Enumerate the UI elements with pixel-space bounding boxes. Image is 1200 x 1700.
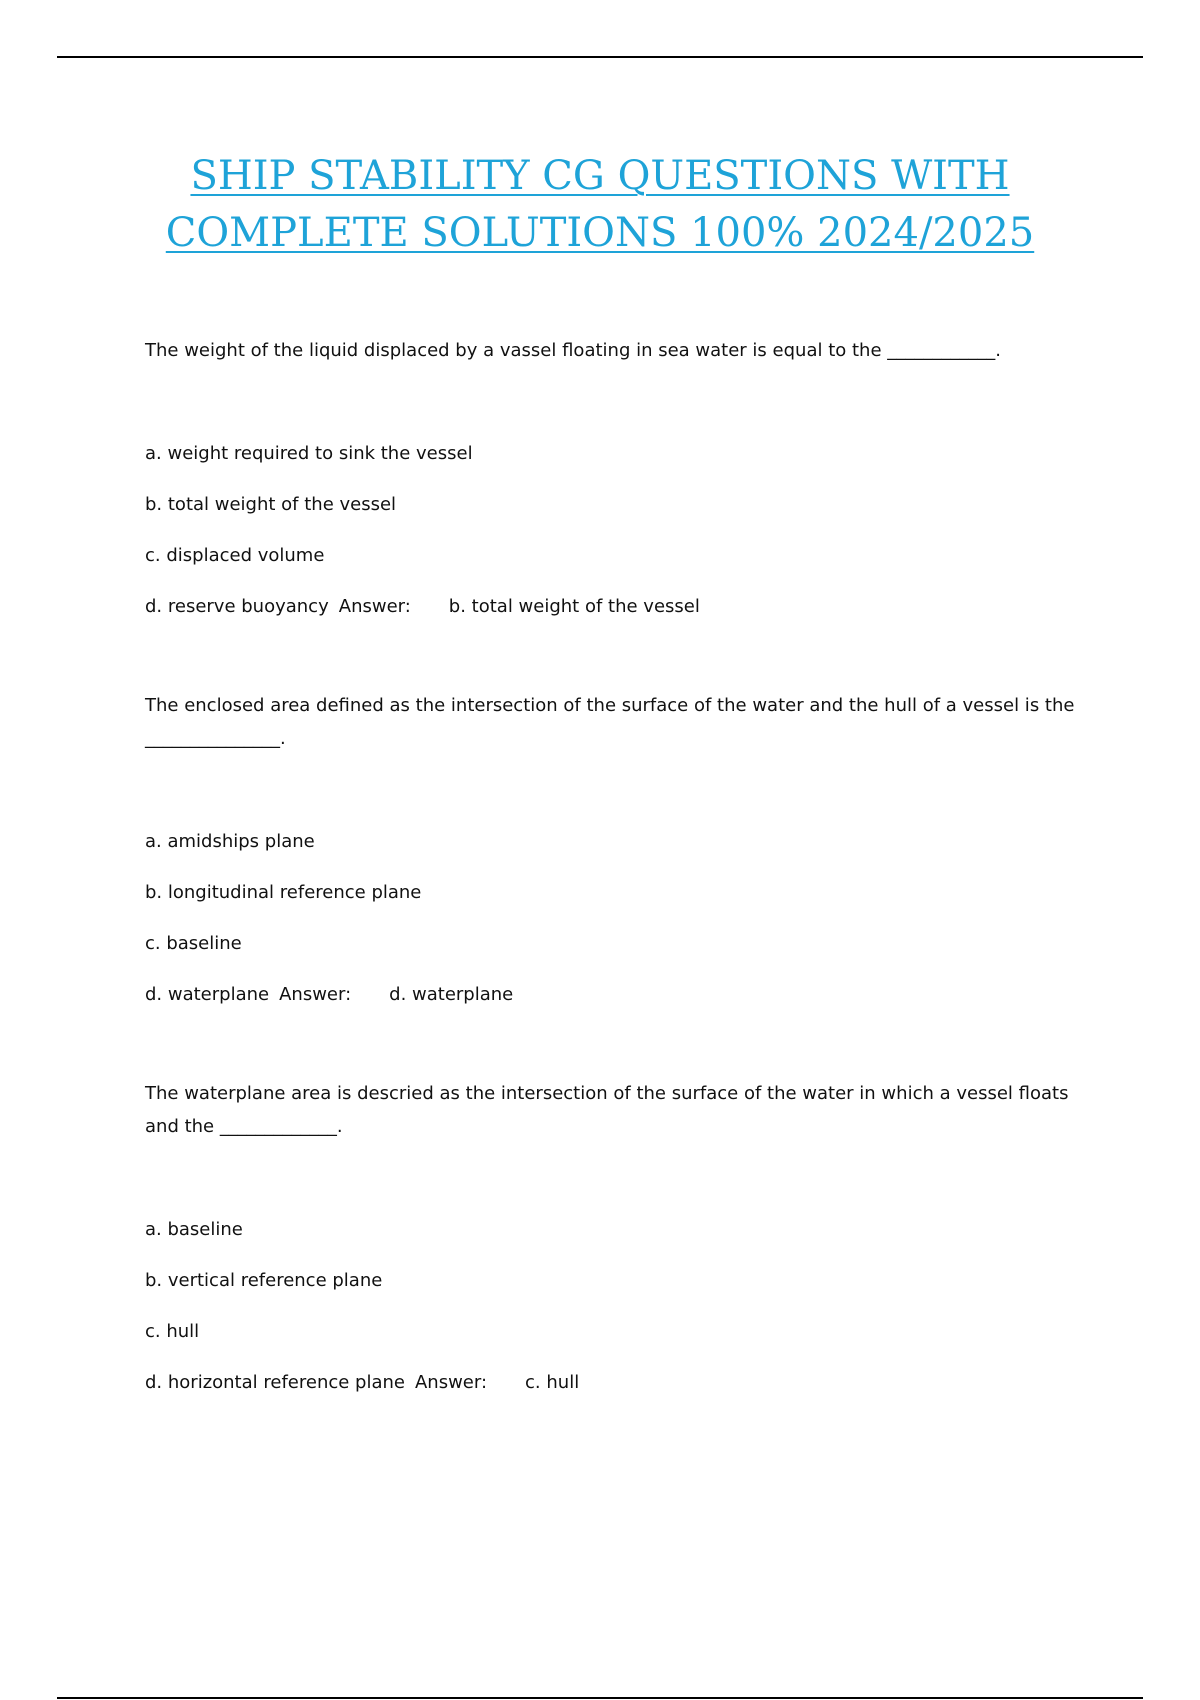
- document-title[interactable]: [0, 148, 1200, 262]
- option-item-with-answer: [145, 978, 1075, 1011]
- option-item-with-answer: [145, 1366, 1075, 1399]
- question-block: [145, 689, 1075, 1011]
- option-item-with-answer: [145, 590, 1075, 623]
- option-list: [145, 1213, 1075, 1399]
- option-text: d. reserve buoyancy: [145, 596, 329, 617]
- answer-label: Answer:: [338, 596, 411, 617]
- option-item: b. total weight of the vessel: [145, 494, 397, 515]
- answer-value: b. total weight of the vessel: [448, 596, 700, 617]
- option-item: a. baseline: [145, 1219, 243, 1240]
- question-prompt: The waterplane area is descried as the intersection of the surface of the water in which a vessel floats and the _____________.: [145, 1083, 1069, 1137]
- option-list: [145, 437, 1075, 623]
- option-item: b. longitudinal reference plane: [145, 882, 422, 903]
- option-text: d. horizontal reference plane: [145, 1372, 405, 1393]
- question-prompt: The weight of the liquid displaced by a vassel floating in sea water is equal to the ____________.: [145, 340, 1001, 361]
- title-line-1: SHIP STABILITY CG QUESTIONS WITH: [190, 153, 1010, 199]
- option-item: c. baseline: [145, 933, 242, 954]
- option-item: c. hull: [145, 1321, 200, 1342]
- answer-label: Answer:: [414, 1372, 488, 1393]
- option-text: d. waterplane: [145, 984, 270, 1005]
- answer-value: d. waterplane: [389, 984, 514, 1005]
- option-item: c. displaced volume: [145, 545, 325, 566]
- option-list: [145, 825, 1075, 1011]
- option-item: a. amidships plane: [145, 831, 315, 852]
- answer-value: c. hull: [525, 1372, 580, 1393]
- bottom-rule: [57, 1697, 1143, 1699]
- question-list: [145, 334, 1075, 1399]
- question-prompt: The enclosed area defined as the intersection of the surface of the water and the hull of a vessel is the _______________.: [145, 695, 1075, 749]
- title-line-2: COMPLETE SOLUTIONS 100% 2024/2025: [165, 210, 1035, 256]
- option-item: b. vertical reference plane: [145, 1270, 383, 1291]
- question-block: [145, 1077, 1075, 1399]
- answer-label: Answer:: [279, 984, 352, 1005]
- top-rule: [57, 56, 1143, 58]
- question-block: [145, 334, 1075, 623]
- option-item: a. weight required to sink the vessel: [145, 443, 473, 464]
